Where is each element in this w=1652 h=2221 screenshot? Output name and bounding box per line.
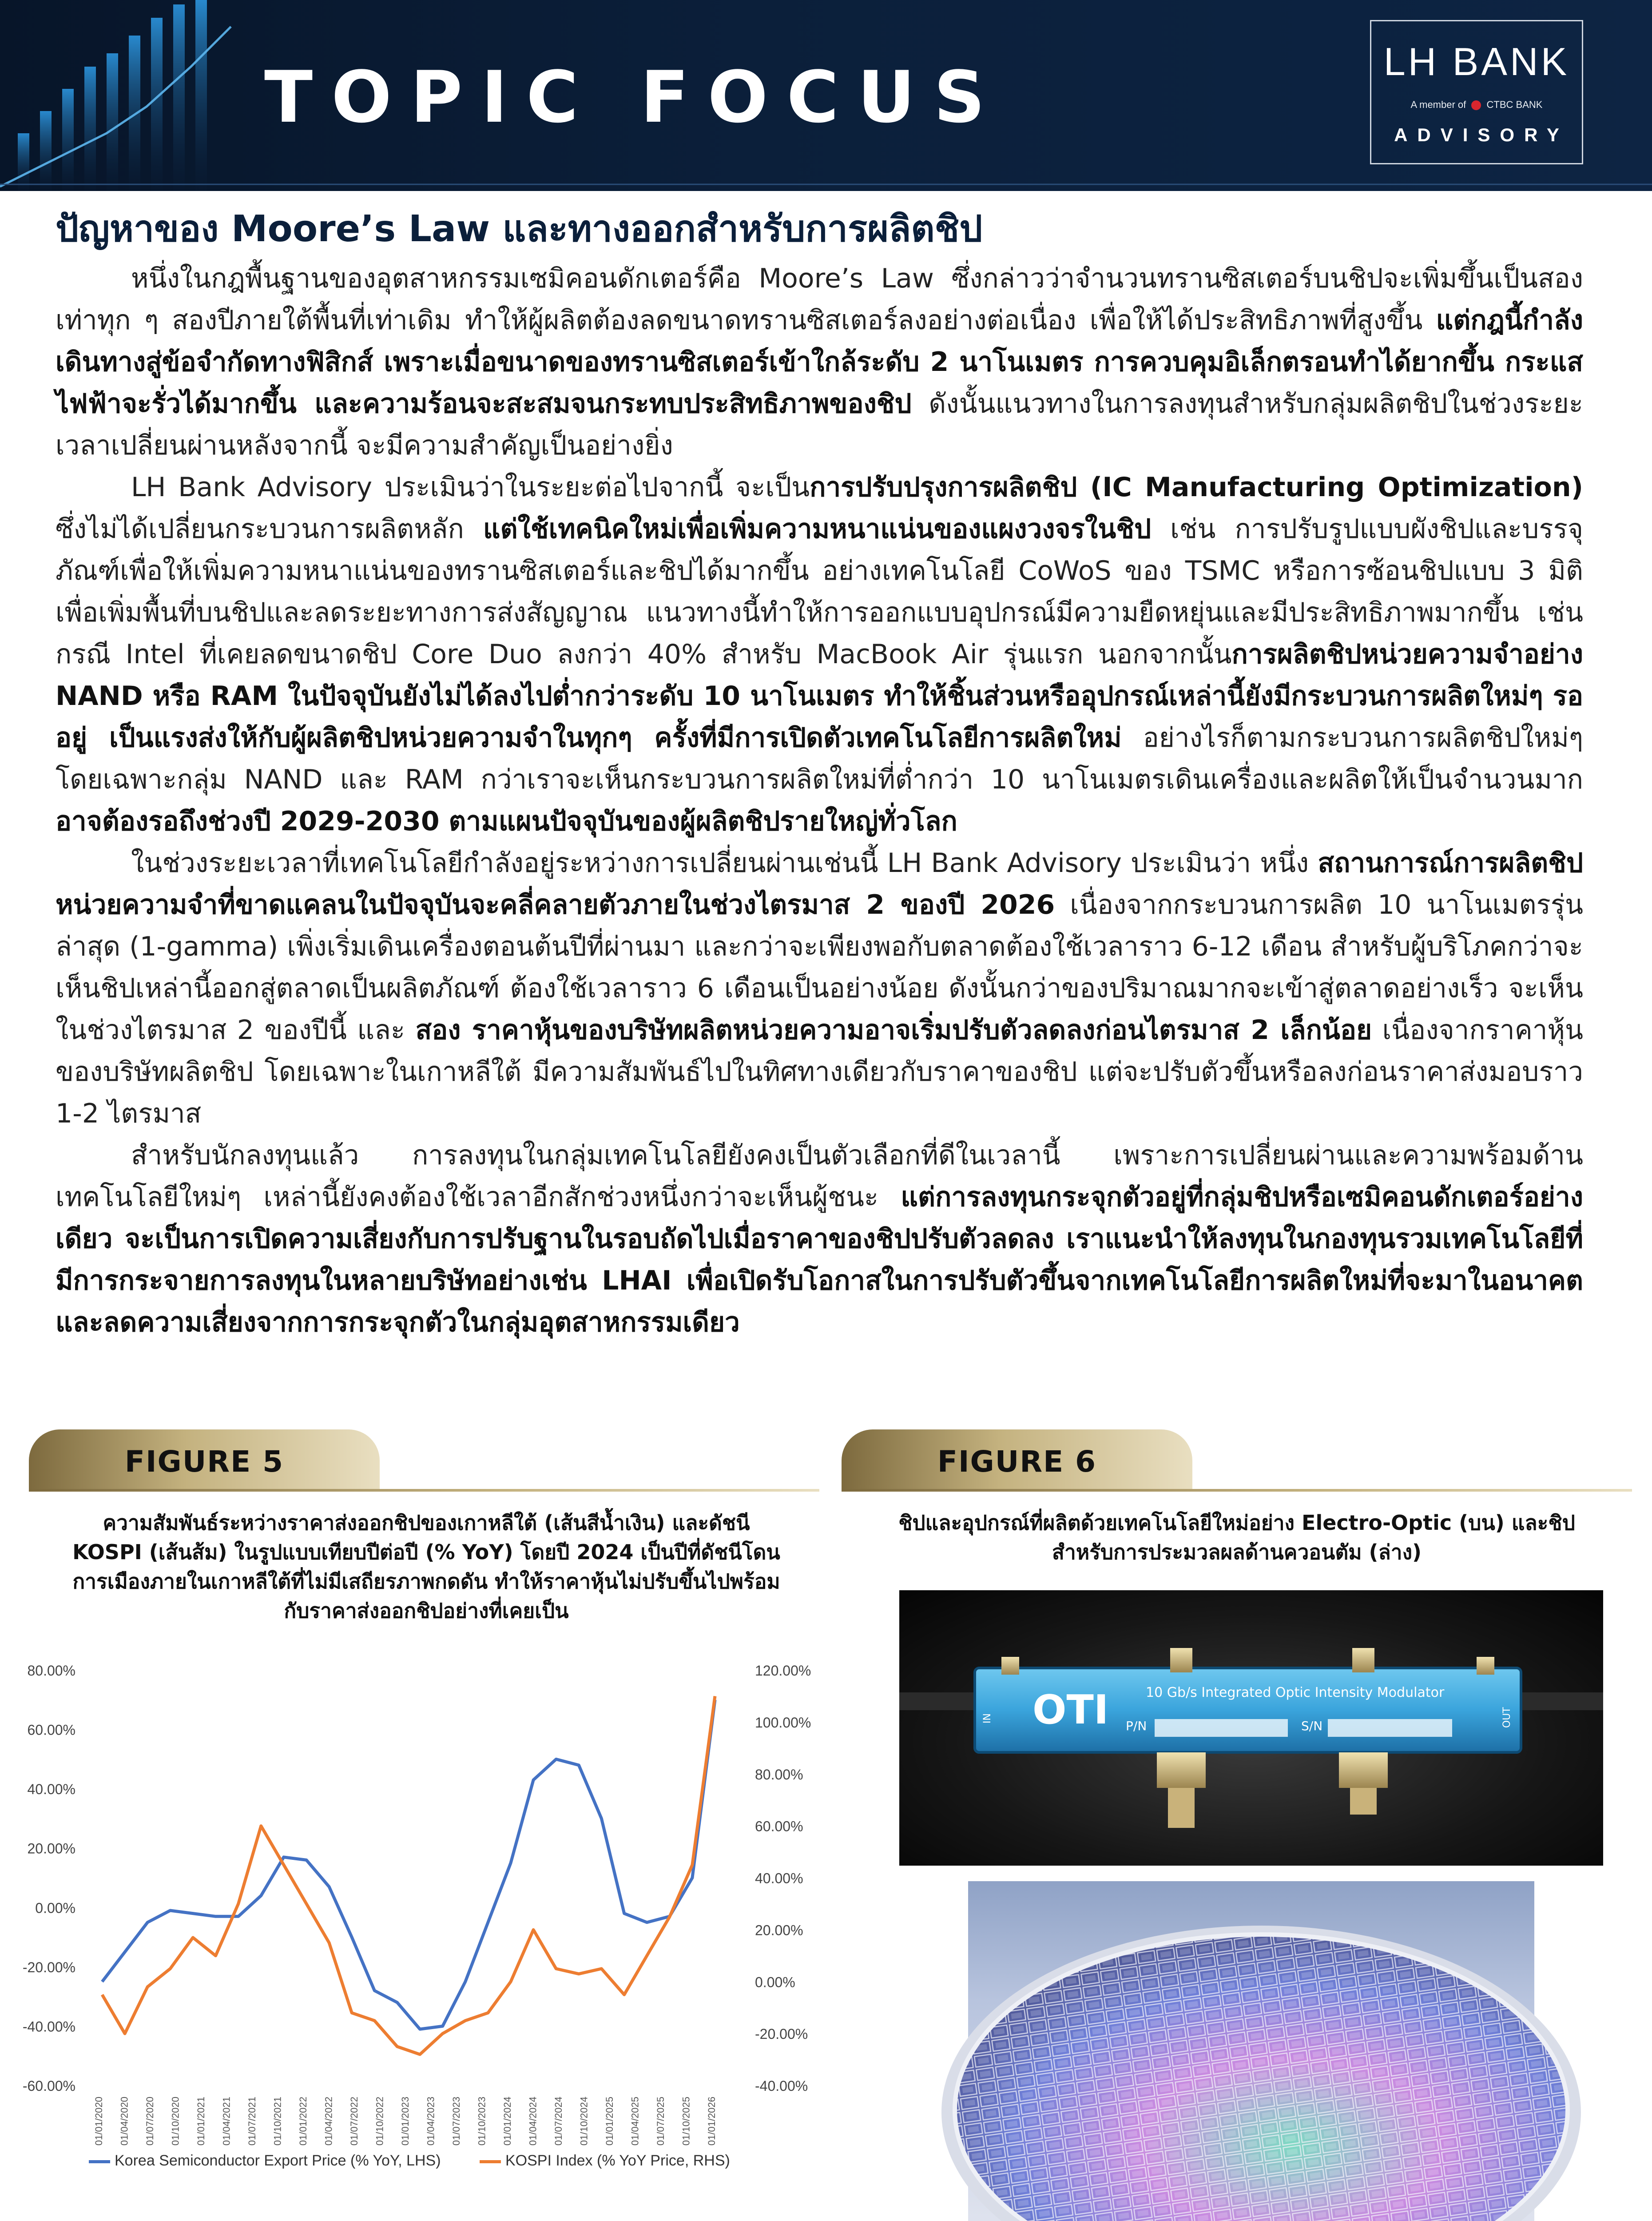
device-sn: S/N xyxy=(1301,1719,1323,1733)
logo-member-line xyxy=(1371,99,1582,111)
bold-run: สอง ราคาหุ้นของบริษัทผลิตหน่วยความอาจเริ่มปรับตัวลดลงก่อนไตรมาส 2 เล็กน้อย xyxy=(415,1015,1372,1046)
series-line-kospi xyxy=(102,1696,715,2054)
legend-swatch-orange xyxy=(480,2160,501,2163)
x-tick-label: 01/07/2021 xyxy=(246,2097,258,2146)
article-title: ปัญหาของ Moore’s Law และทางออกสำหรับการผลิตชิป xyxy=(56,208,983,250)
x-tick-label: 01/10/2022 xyxy=(374,2097,385,2146)
figure5-rule xyxy=(29,1489,819,1492)
text-run: ดังนั้นแนวทางในการลงทุนสำหรับกลุ่มผลิตชิปในช่วงระยะเวลาเปลี่ยนผ่านหลังจากนี้ จะมีความสำคัญเป็นอย่างยิ่ง xyxy=(56,388,1583,461)
bold-run: อาจต้องรอถึงช่วงปี 2029-2030 ตามแผนปัจจุบันของผู้ผลิตชิปรายใหญ่ทั่วโลก xyxy=(56,806,957,837)
device-brand: OTI xyxy=(1032,1687,1109,1733)
x-tick-label: 01/10/2023 xyxy=(476,2097,488,2146)
y-left-tick-label: -40.00% xyxy=(22,2018,75,2035)
figure6-caption xyxy=(842,1508,1632,1567)
figure5-caption xyxy=(36,1508,817,1625)
legend-label-rhs: KOSPI Index (% YoY Price, RHS) xyxy=(505,2152,730,2169)
x-tick-label: 01/10/2021 xyxy=(272,2097,283,2146)
bold-run: แต่กฎนี้กำลังเดินทางสู่ข้อจำกัดทางฟิสิกส์ เพราะเมื่อขนาดของทรานซิสเตอร์เข้าใกล้ระดับ 2 นาโนเมตร การควบคุมอิเล็กตรอนทำได้ยากขึ้น กระแสไฟฟ้าจะรั่วได้มากขึ้น และความร้อนจะสะสมจนกระทบประสิทธิภาพของชิป xyxy=(56,305,1583,419)
wafer-illustration xyxy=(968,1881,1534,2221)
text-run: เนื่องจากกระบวนการผลิต 10 นาโนเมตรรุ่นล่าสุด (1-gamma) เพิ่งเริ่มเดินเครื่องตอนต้นปีที่ผ่านมา และกว่าจะเพียงพอกับตลาดต้องใช้เวลาราว 6-12 เดือน สำหรับผู้บริโภคกว่าจะเห็นชิปเหล่านี้ออกสู่ตลาดเป็นผลิตภัณฑ์ ต้องใช้เวลาราว 6 เดือนเป็นอย่างน้อย ดังนั้นกว่าของปริมาณมากจะเข้าสู่ตลาดอย่างเร็ว จะเห็นในช่วงไตรมาส 2 ของปีนี้ และ xyxy=(56,889,1583,1046)
figure5-caption-line: ความสัมพันธ์ระหว่างราคาส่งออกชิปของเกาหลีใต้ (เส้นสีน้ำเงิน) และดัชนี xyxy=(103,1511,750,1535)
figure6-caption-line: สำหรับการประมวลผลด้านควอนตัม (ล่าง) xyxy=(1052,1540,1422,1564)
page-section-title: TOPIC FOCUS xyxy=(264,56,1004,139)
quantum-wafer-photo xyxy=(968,1881,1534,2221)
electro-optic-device-photo xyxy=(899,1590,1603,1866)
article-paragraph-4 xyxy=(56,1134,1583,1343)
logo-sub-text: ADVISORY xyxy=(1394,124,1569,145)
x-tick-label: 01/01/2023 xyxy=(400,2097,411,2146)
lh-bank-logo xyxy=(1370,20,1583,164)
x-tick-label: 01/04/2022 xyxy=(323,2097,334,2146)
device-pn: P/N xyxy=(1126,1719,1147,1733)
y-right-tick-label: -20.00% xyxy=(755,2026,808,2042)
y-right-tick-label: 120.00% xyxy=(755,1663,811,1679)
x-tick-label: 01/04/2024 xyxy=(527,2097,539,2146)
x-tick-label: 01/01/2026 xyxy=(706,2097,717,2146)
y-right-tick-label: 20.00% xyxy=(755,1922,803,1938)
legend-swatch-blue xyxy=(89,2160,110,2163)
y-right-tick-label: 80.00% xyxy=(755,1766,803,1783)
x-tick-label: 01/07/2020 xyxy=(144,2097,155,2146)
text-run: ซึ่งไม่ได้เปลี่ยนกระบวนการผลิตหลัก xyxy=(56,513,483,545)
y-left-tick-label: 80.00% xyxy=(27,1663,75,1679)
logo-member-brand: CTBC BANK xyxy=(1486,99,1543,110)
x-tick-label: 01/01/2025 xyxy=(604,2097,615,2146)
x-tick-label: 01/01/2022 xyxy=(298,2097,309,2146)
text-run: ในช่วงระยะเวลาที่เทคโนโลยีกำลังอยู่ระหว่างการเปลี่ยนผ่านเช่นนี้ LH Bank Advisory ประเมินว่า หนึ่ง xyxy=(131,848,1318,879)
article-body xyxy=(56,258,1583,1343)
article-paragraph-1 xyxy=(56,258,1583,466)
y-left-tick-label: -20.00% xyxy=(22,1959,75,1975)
y-right-tick-label: 40.00% xyxy=(755,1870,803,1887)
x-tick-label: 01/10/2020 xyxy=(170,2097,181,2146)
y-right-tick-label: 100.00% xyxy=(755,1714,811,1731)
text-run: LH Bank Advisory ประเมินว่าในระยะต่อไปจากนี้ จะเป็น xyxy=(131,472,810,503)
y-left-tick-label: 20.00% xyxy=(27,1840,75,1857)
x-tick-label: 01/07/2025 xyxy=(655,2097,666,2146)
figure5-caption-line: การเมืองภายในเกาหลีใต้ที่ไม่มีเสถียรภาพกดดัน ทำให้ราคาหุ้นไม่ปรับขึ้นไปพร้อม xyxy=(72,1569,780,1593)
x-tick-label: 01/07/2022 xyxy=(349,2097,360,2146)
y-left-tick-label: 0.00% xyxy=(35,1900,75,1916)
x-tick-label: 01/04/2023 xyxy=(425,2097,437,2146)
y-right-tick-label: 0.00% xyxy=(755,1974,795,1990)
page-header xyxy=(0,0,1652,191)
device-out: OUT xyxy=(1501,1707,1513,1728)
figure5-tab xyxy=(29,1429,380,1492)
x-tick-label: 01/01/2024 xyxy=(502,2097,513,2146)
series-line-export-price xyxy=(102,1700,715,2029)
figure6-rule xyxy=(842,1489,1632,1492)
y-left-tick-label: 60.00% xyxy=(27,1722,75,1738)
x-tick-label: 01/01/2021 xyxy=(195,2097,206,2146)
legend-item-rhs xyxy=(480,2152,730,2169)
legend-item-lhs xyxy=(89,2152,441,2169)
device-label: 10 Gb/s Integrated Optic Intensity Modulator xyxy=(1146,1685,1445,1700)
text-run: เช่น การปรับรูปแบบผังชิปและบรรจุภัณฑ์เพื่อให้เพิ่มความหนาแน่นของทรานซิสเตอร์และชิปได้มากขึ้น อย่างเทคโนโลยี CoWoS ของ TSMC หรือการซ้อนชิปแบบ 3 มิติ เพื่อเพิ่มพื้นที่บนชิปและลดระยะทางการส่งสัญญาณ แนวทางนี้ทำให้การออกแบบอุปกรณ์มีความยืดหยุ่นและมีประสิทธิภาพมากขึ้น เช่นกรณี Intel ที่เคยลดขนาดชิป Core Duo ลงกว่า 40% สำหรับ MacBook Air รุ่นแรก นอกจากนั้น xyxy=(56,513,1583,670)
figure5-caption-line: KOSPI (เส้นส้ม) ในรูปแบบเทียบปีต่อปี (% YoY) โดยปี 2024 เป็นปีที่ดัชนีโดน xyxy=(72,1540,780,1564)
x-tick-label: 01/04/2025 xyxy=(629,2097,641,2146)
logo-member-prefix: A member of xyxy=(1410,99,1466,110)
article-paragraph-3 xyxy=(56,842,1583,1134)
x-tick-label: 01/10/2025 xyxy=(680,2097,692,2146)
x-tick-label: 01/10/2024 xyxy=(578,2097,590,2146)
bold-run: แต่ใช้เทคนิคใหม่เพื่อเพิ่มความหนาแน่นของแผงวงจรในชิป xyxy=(483,513,1152,545)
figure6-caption-line: ชิปและอุปกรณ์ที่ผลิตด้วยเทคโนโลยีใหม่อย่าง Electro-Optic (บน) และชิป xyxy=(898,1511,1575,1535)
article-paragraph-2 xyxy=(56,466,1583,842)
bold-run: การผลิตชิปหน่วยความจำอย่าง NAND หรือ RAM ในปัจจุบันยังไม่ได้ลงไปต่ำกว่าระดับ 10 นาโนเมตร ทำให้ชิ้นส่วนหรืออุปกรณ์เหล่านี้ยังมีกระบวนการผลิตใหม่ๆ รออยู่ เป็นแรงส่งให้กับผู้ผลิตชิปหน่วยความจำในทุกๆ ครั้งที่มีการเปิดตัวเทคโนโลยีการผลิตใหม่ xyxy=(56,639,1583,753)
device-in: IN xyxy=(982,1713,993,1723)
text-run: หนึ่งในกฎพื้นฐานของอุตสาหกรรมเซมิคอนดักเตอร์คือ Moore’s Law ซึ่งกล่าวว่าจำนวนทรานซิสเตอร์บนชิปจะเพิ่มขึ้นเป็นสองเท่าทุก ๆ สองปีภายใต้พื้นที่เท่าเดิม ทำให้ผู้ผลิตต้องลดขนาดทรานซิสเตอร์ลงอย่างต่อเนื่อง เพื่อให้ได้ประสิทธิภาพที่สูงขึ้น xyxy=(56,263,1583,336)
bold-run: แต่การลงทุนกระจุกตัวอยู่ที่กลุ่มชิปหรือเซมิคอนดักเตอร์อย่างเดียว จะเป็นการเปิดความเสี่ยงกับการปรับฐานในรอบถัดไปเมื่อราคาของชิปปรับตัวลดลง เราแนะนำให้ลงทุนในกองทุนรวมเทคโนโลยีที่มีการกระจายการลงทุนในหลายบริษัทอย่างเช่น LHAI เพื่อเปิดรับโอกาสในการปรับตัวขึ้นจากเทคโนโลยีการผลิตใหม่ที่จะมาในอนาคต และลดความเสี่ยงจากการกระจุกตัวในกลุ่มอุตสาหกรรมเดียว xyxy=(56,1182,1583,1338)
text-run: สำหรับนักลงทุนแล้ว การลงทุนในกลุ่มเทคโนโลยียังคงเป็นตัวเลือกที่ดีในเวลานี้ เพราะการเปลี่ยนผ่านและความพร้อมด้านเทคโนโลยีใหม่ๆ เหล่านี้ยังคงต้องใช้เวลาอีกสักช่วงหนึ่งกว่าจะเห็นผู้ชนะ xyxy=(56,1140,1583,1213)
figure5-caption-line: กับราคาส่งออกชิปอย่างที่เคยเป็น xyxy=(284,1599,569,1623)
y-left-tick-label: 40.00% xyxy=(27,1781,75,1798)
x-tick-label: 01/04/2020 xyxy=(119,2097,130,2146)
text-run: เนื่องจากราคาหุ้นของบริษัทผลิตชิป โดยเฉพาะในเกาหลีใต้ มีความสัมพันธ์ไปในทิศทางเดียวกับราคาของชิป แต่จะปรับตัวขึ้นหรือลงก่อนราคาส่งมอบราว 1-2 ไตรมาส xyxy=(56,1015,1583,1129)
x-tick-label: 01/07/2023 xyxy=(451,2097,462,2146)
x-tick-label: 01/07/2024 xyxy=(553,2097,564,2146)
bold-run: การปรับปรุงการผลิตชิป (IC Manufacturing Optimization) xyxy=(810,472,1583,503)
ctbc-logo-icon xyxy=(1471,100,1481,110)
legend-label-lhs: Korea Semiconductor Export Price (% YoY, LHS) xyxy=(115,2152,441,2169)
x-tick-label: 01/01/2020 xyxy=(93,2097,104,2146)
figure6-tab xyxy=(842,1429,1192,1492)
y-right-tick-label: 60.00% xyxy=(755,1818,803,1835)
modulator-illustration xyxy=(899,1590,1603,1866)
y-right-tick-label: -40.00% xyxy=(755,2078,808,2094)
y-left-tick-label: -60.00% xyxy=(22,2078,75,2094)
figure5-label: FIGURE 5 xyxy=(124,1445,284,1479)
x-tick-label: 01/04/2021 xyxy=(221,2097,232,2146)
logo-main-text: LH BANK xyxy=(1383,40,1570,84)
bold-run: สถานการณ์การผลิตชิปหน่วยความจำที่ขาดแคลนในปัจจุบันจะคลี่คลายตัวภายในช่วงไตรมาส 2 ของปี 2026 xyxy=(56,848,1583,920)
figure6-label: FIGURE 6 xyxy=(937,1445,1097,1479)
figure5-line-chart xyxy=(22,1648,826,2150)
text-run: อย่างไรก็ตามกระบวนการผลิตชิปใหม่ๆ โดยเฉพาะกลุ่ม NAND และ RAM กว่าเราจะเห็นกระบวนการผลิตใหม่ที่ต่ำกว่า 10 นาโนเมตรเดินเครื่องและผลิตให้เป็นจำนวนมาก xyxy=(56,722,1583,795)
